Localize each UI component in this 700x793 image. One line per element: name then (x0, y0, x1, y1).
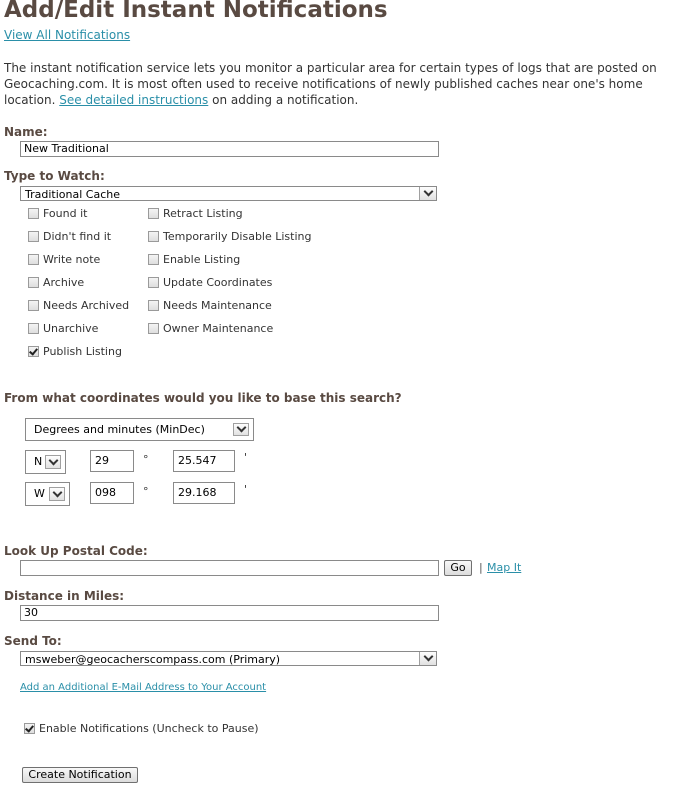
log-type-label: Retract Listing (163, 207, 243, 220)
log-type-checkbox[interactable] (28, 231, 39, 242)
chevron-down-icon[interactable] (45, 455, 61, 469)
coordinate-format-value: Degrees and minutes (MinDec) (34, 423, 205, 436)
intro-paragraph (4, 60, 694, 108)
lat-hemisphere-select[interactable] (25, 450, 66, 474)
detailed-instructions-link[interactable]: See detailed instructions (59, 93, 209, 107)
send-to-select[interactable] (20, 651, 437, 666)
lat-minutes-input[interactable]: 25.547 (173, 450, 235, 472)
log-type-label: Enable Listing (163, 253, 241, 266)
log-type-label: Update Coordinates (163, 276, 273, 289)
log-type-label: Found it (43, 207, 88, 220)
distance-label: Distance in Miles: (4, 589, 125, 603)
log-type-checkbox[interactable] (148, 300, 159, 311)
log-type-label: Unarchive (43, 322, 99, 335)
log-type-option[interactable] (28, 253, 100, 266)
log-type-option[interactable] (28, 230, 111, 243)
log-type-option[interactable] (148, 299, 272, 312)
lat-hemisphere-value: N (34, 455, 43, 468)
log-type-label: Archive (43, 276, 85, 289)
log-type-label: Write note (43, 253, 101, 266)
type-to-watch-label: Type to Watch: (4, 169, 105, 183)
chevron-down-icon[interactable] (233, 423, 249, 436)
chevron-down-icon[interactable] (49, 487, 65, 501)
lon-hemisphere-value: W (34, 487, 45, 500)
enable-notifications-label: Enable Notifications (Uncheck to Pause) (39, 722, 259, 735)
log-type-option[interactable] (148, 230, 312, 243)
log-type-checkbox[interactable] (148, 323, 159, 334)
enable-notifications-row[interactable] (24, 722, 259, 735)
type-to-watch-value: Traditional Cache (25, 188, 120, 201)
name-input[interactable]: New Traditional (20, 141, 439, 157)
lon-minutes-input[interactable]: 29.168 (173, 482, 235, 504)
intro-text: The instant notification service lets you monitor a particular area for certain types of logs that are posted on Geocaching.com. It is most often used to receive notifications of newly published caches near one's home location. (4, 61, 657, 107)
log-type-label: Temporarily Disable Listing (163, 230, 312, 243)
link-separator: | (479, 561, 483, 574)
log-type-checkbox[interactable] (28, 346, 39, 357)
log-type-label: Publish Listing (43, 345, 122, 358)
name-label: Name: (4, 125, 48, 139)
type-to-watch-select[interactable] (20, 186, 437, 201)
lat-degree-symbol: ° (143, 453, 149, 466)
chevron-down-icon[interactable] (419, 187, 436, 200)
create-notification-button[interactable]: Create Notification (22, 767, 138, 783)
coordinates-label: From what coordinates would you like to base this search? (4, 391, 402, 405)
page-title: Add/Edit Instant Notifications (4, 0, 388, 23)
log-type-option[interactable] (28, 207, 87, 220)
log-type-option[interactable] (28, 322, 98, 335)
log-type-option[interactable] (148, 207, 243, 220)
send-to-value: msweber@geocacherscompass.com (Primary) (25, 653, 281, 666)
send-to-label: Send To: (4, 634, 62, 648)
log-type-option[interactable] (148, 322, 273, 335)
lon-hemisphere-select[interactable] (25, 482, 70, 506)
log-type-checkbox[interactable] (148, 277, 159, 288)
enable-notifications-checkbox[interactable] (24, 723, 35, 734)
postal-code-label: Look Up Postal Code: (4, 544, 148, 558)
view-all-notifications-link[interactable]: View All Notifications (4, 28, 131, 42)
log-type-label: Needs Archived (43, 299, 130, 312)
log-type-checkbox[interactable] (148, 231, 159, 242)
lat-degrees-input[interactable]: 29 (90, 450, 134, 472)
lon-minute-symbol: ' (244, 483, 248, 496)
coordinate-format-select[interactable] (25, 418, 254, 441)
lon-degree-symbol: ° (143, 485, 149, 498)
log-type-checkbox[interactable] (28, 300, 39, 311)
distance-input[interactable]: 30 (20, 605, 439, 621)
intro-suffix: on adding a notification. (212, 93, 359, 107)
log-type-label: Needs Maintenance (163, 299, 272, 312)
log-type-option[interactable] (28, 276, 84, 289)
chevron-down-icon[interactable] (419, 652, 436, 665)
lon-degrees-input[interactable]: 098 (90, 482, 134, 504)
log-type-label: Owner Maintenance (163, 322, 274, 335)
log-type-option[interactable] (148, 253, 240, 266)
lat-minute-symbol: ' (244, 451, 248, 464)
log-type-checkbox[interactable] (148, 208, 159, 219)
log-type-label: Didn't find it (43, 230, 112, 243)
log-type-option[interactable] (148, 276, 272, 289)
log-type-checkbox[interactable] (28, 323, 39, 334)
log-type-checkbox[interactable] (28, 208, 39, 219)
log-type-option[interactable] (28, 345, 122, 358)
log-type-checkbox[interactable] (148, 254, 159, 265)
add-email-link[interactable]: Add an Additional E-Mail Address to Your Account (20, 682, 267, 693)
log-type-checkbox[interactable] (28, 254, 39, 265)
log-type-option[interactable] (28, 299, 129, 312)
go-button[interactable]: Go (444, 560, 472, 576)
postal-code-input[interactable] (20, 560, 439, 576)
log-type-checkbox[interactable] (28, 277, 39, 288)
map-it-link[interactable]: Map It (487, 561, 522, 574)
